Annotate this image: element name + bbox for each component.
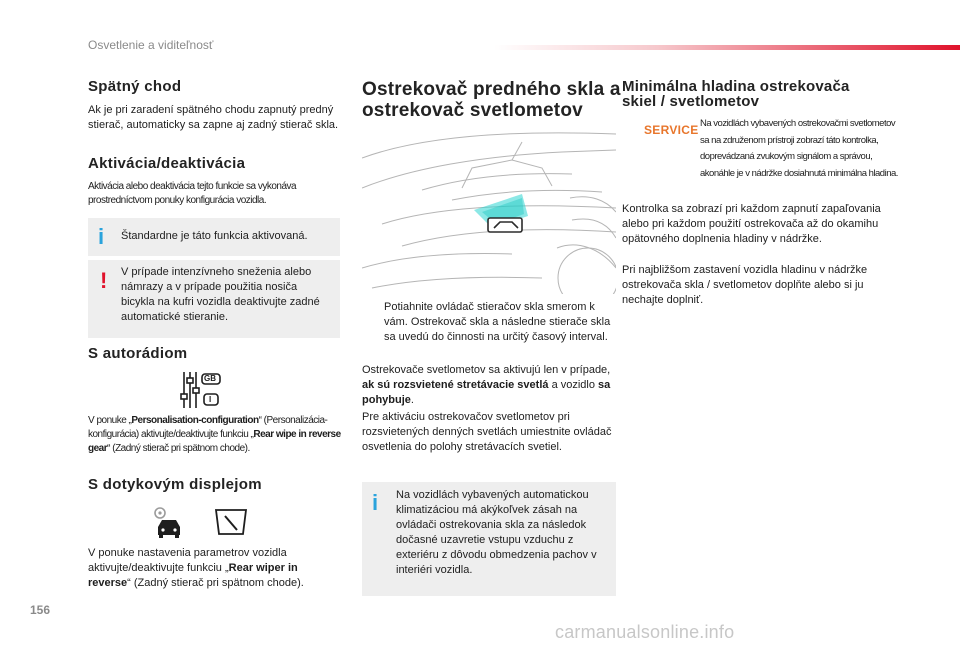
service-warning-lamp: SERVICE (644, 123, 699, 137)
i-label: I (209, 395, 212, 404)
running-header: Osvetlenie a viditeľnosť (88, 38, 214, 52)
daytime-lights-text: Pre aktiváciu ostrekovačov svetlometov pri rozsvietených denných svetlách umiestnite ovládač osvetlenia do polohy stretávacích svetiel. (362, 411, 612, 453)
washer-bullet-text: Potiahnite ovládač stieračov skla smerom k vám. Ostrekovač skla a následne stierače skla sa uvedú do činnosti na určitý časový interval. (384, 301, 611, 343)
washer-heading-line1: Ostrekovač predného skla a (362, 79, 621, 100)
min-level-heading-line2: skiel / svetlometov (622, 93, 760, 110)
touchscreen-text: V ponuke nastavenia parametrov vozidla aktivujte/deaktivujte funkciu „Rear wiper in reverse“ (Zadný stierač pri spätnom chode). (88, 547, 304, 589)
page-number: 156 (30, 603, 51, 617)
headlamp-washer-text: Ostrekovače svetlometov sa aktivujú len v prípade, ak sú rozsvietené stretávacie svetlá a vozidlo sa pohybuje. (362, 364, 611, 406)
info-box-climate-text: Na vozidlách vybavených automatickou klimatizáciou má akýkoľvek zásah na ovládači ostrekovania skla za následok dočasné uzavretie vstupu vzduchu z exteriéru z dôvodu obmedzenia pachov v interiéri vozidla. (396, 489, 597, 576)
radio-heading: S autorádiom (88, 345, 188, 362)
rear-wiper-icon (213, 507, 249, 537)
min-level-heading-line1: Minimálna hladina ostrekovača (622, 78, 850, 95)
watermark: carmanualsonline.info (555, 622, 735, 642)
car-front-illustration (362, 128, 616, 294)
touchscreen-heading: S dotykovým displejom (88, 476, 262, 493)
rear-gear-heading: Spätný chod (88, 78, 182, 95)
radio-text: V ponuke „Personalisation-configuration“ (Personalizácia-konfigurácia) aktivujte/deaktivujte funkciu „Rear wipe in reverse gear“ (Zadný stierač pri spätnom chode). (88, 415, 341, 454)
info-box-text: Štandardne je táto funkcia aktivovaná. (121, 230, 308, 242)
min-level-body-2: Pri najbližšom zastavení vozidla hladinu v nádržke ostrekovača skla / svetlometov doplňte alebo si ju nechajte doplniť. (622, 264, 868, 306)
info-icon: i (372, 490, 379, 515)
washer-heading-line2: ostrekovač svetlometov (362, 100, 583, 121)
header-accent-bar (494, 45, 960, 50)
activation-heading: Aktivácia/deaktivácia (88, 155, 246, 172)
info-icon: i (98, 224, 105, 249)
warning-box-snow (88, 260, 340, 338)
rear-gear-text: Ak je pri zaradení spätného chodu zapnutý predný stierač, automaticky sa zapne aj zadný stierač skla. (88, 104, 339, 131)
gb-label: GB (204, 374, 216, 383)
service-lamp-text: Na vozidlách vybavených ostrekovačmi svetlometov sa na združenom prístroji zobrazí táto kontrolka, doprevádzaná zvukovým signálom a správou, akonáhle je v nádržke dosiahnutá minimálna hladina. (700, 118, 898, 179)
min-level-body-1: Kontrolka sa zobrazí pri každom zapnutí zapaľovania alebo pri každom použití ostrekovača až do okamihu opätovného doplnenia hladiny v nádržke. (622, 203, 881, 245)
activation-text: Aktivácia alebo deaktivácia tejto funkcie sa vykonáva prostredníctvom ponuky konfigurácia vozidla. (88, 181, 297, 206)
info-box-default (88, 218, 340, 256)
audio-settings-icon (178, 370, 222, 410)
info-box-climate (362, 482, 616, 596)
car-settings-icon (150, 505, 186, 539)
warning-box-text: V prípade intenzívneho sneženia alebo námrazy a v prípade použitia nosiča bicykla na kufri vozidla deaktivujte zadné automatické stieranie. (121, 266, 320, 323)
warning-icon: ! (100, 268, 108, 293)
